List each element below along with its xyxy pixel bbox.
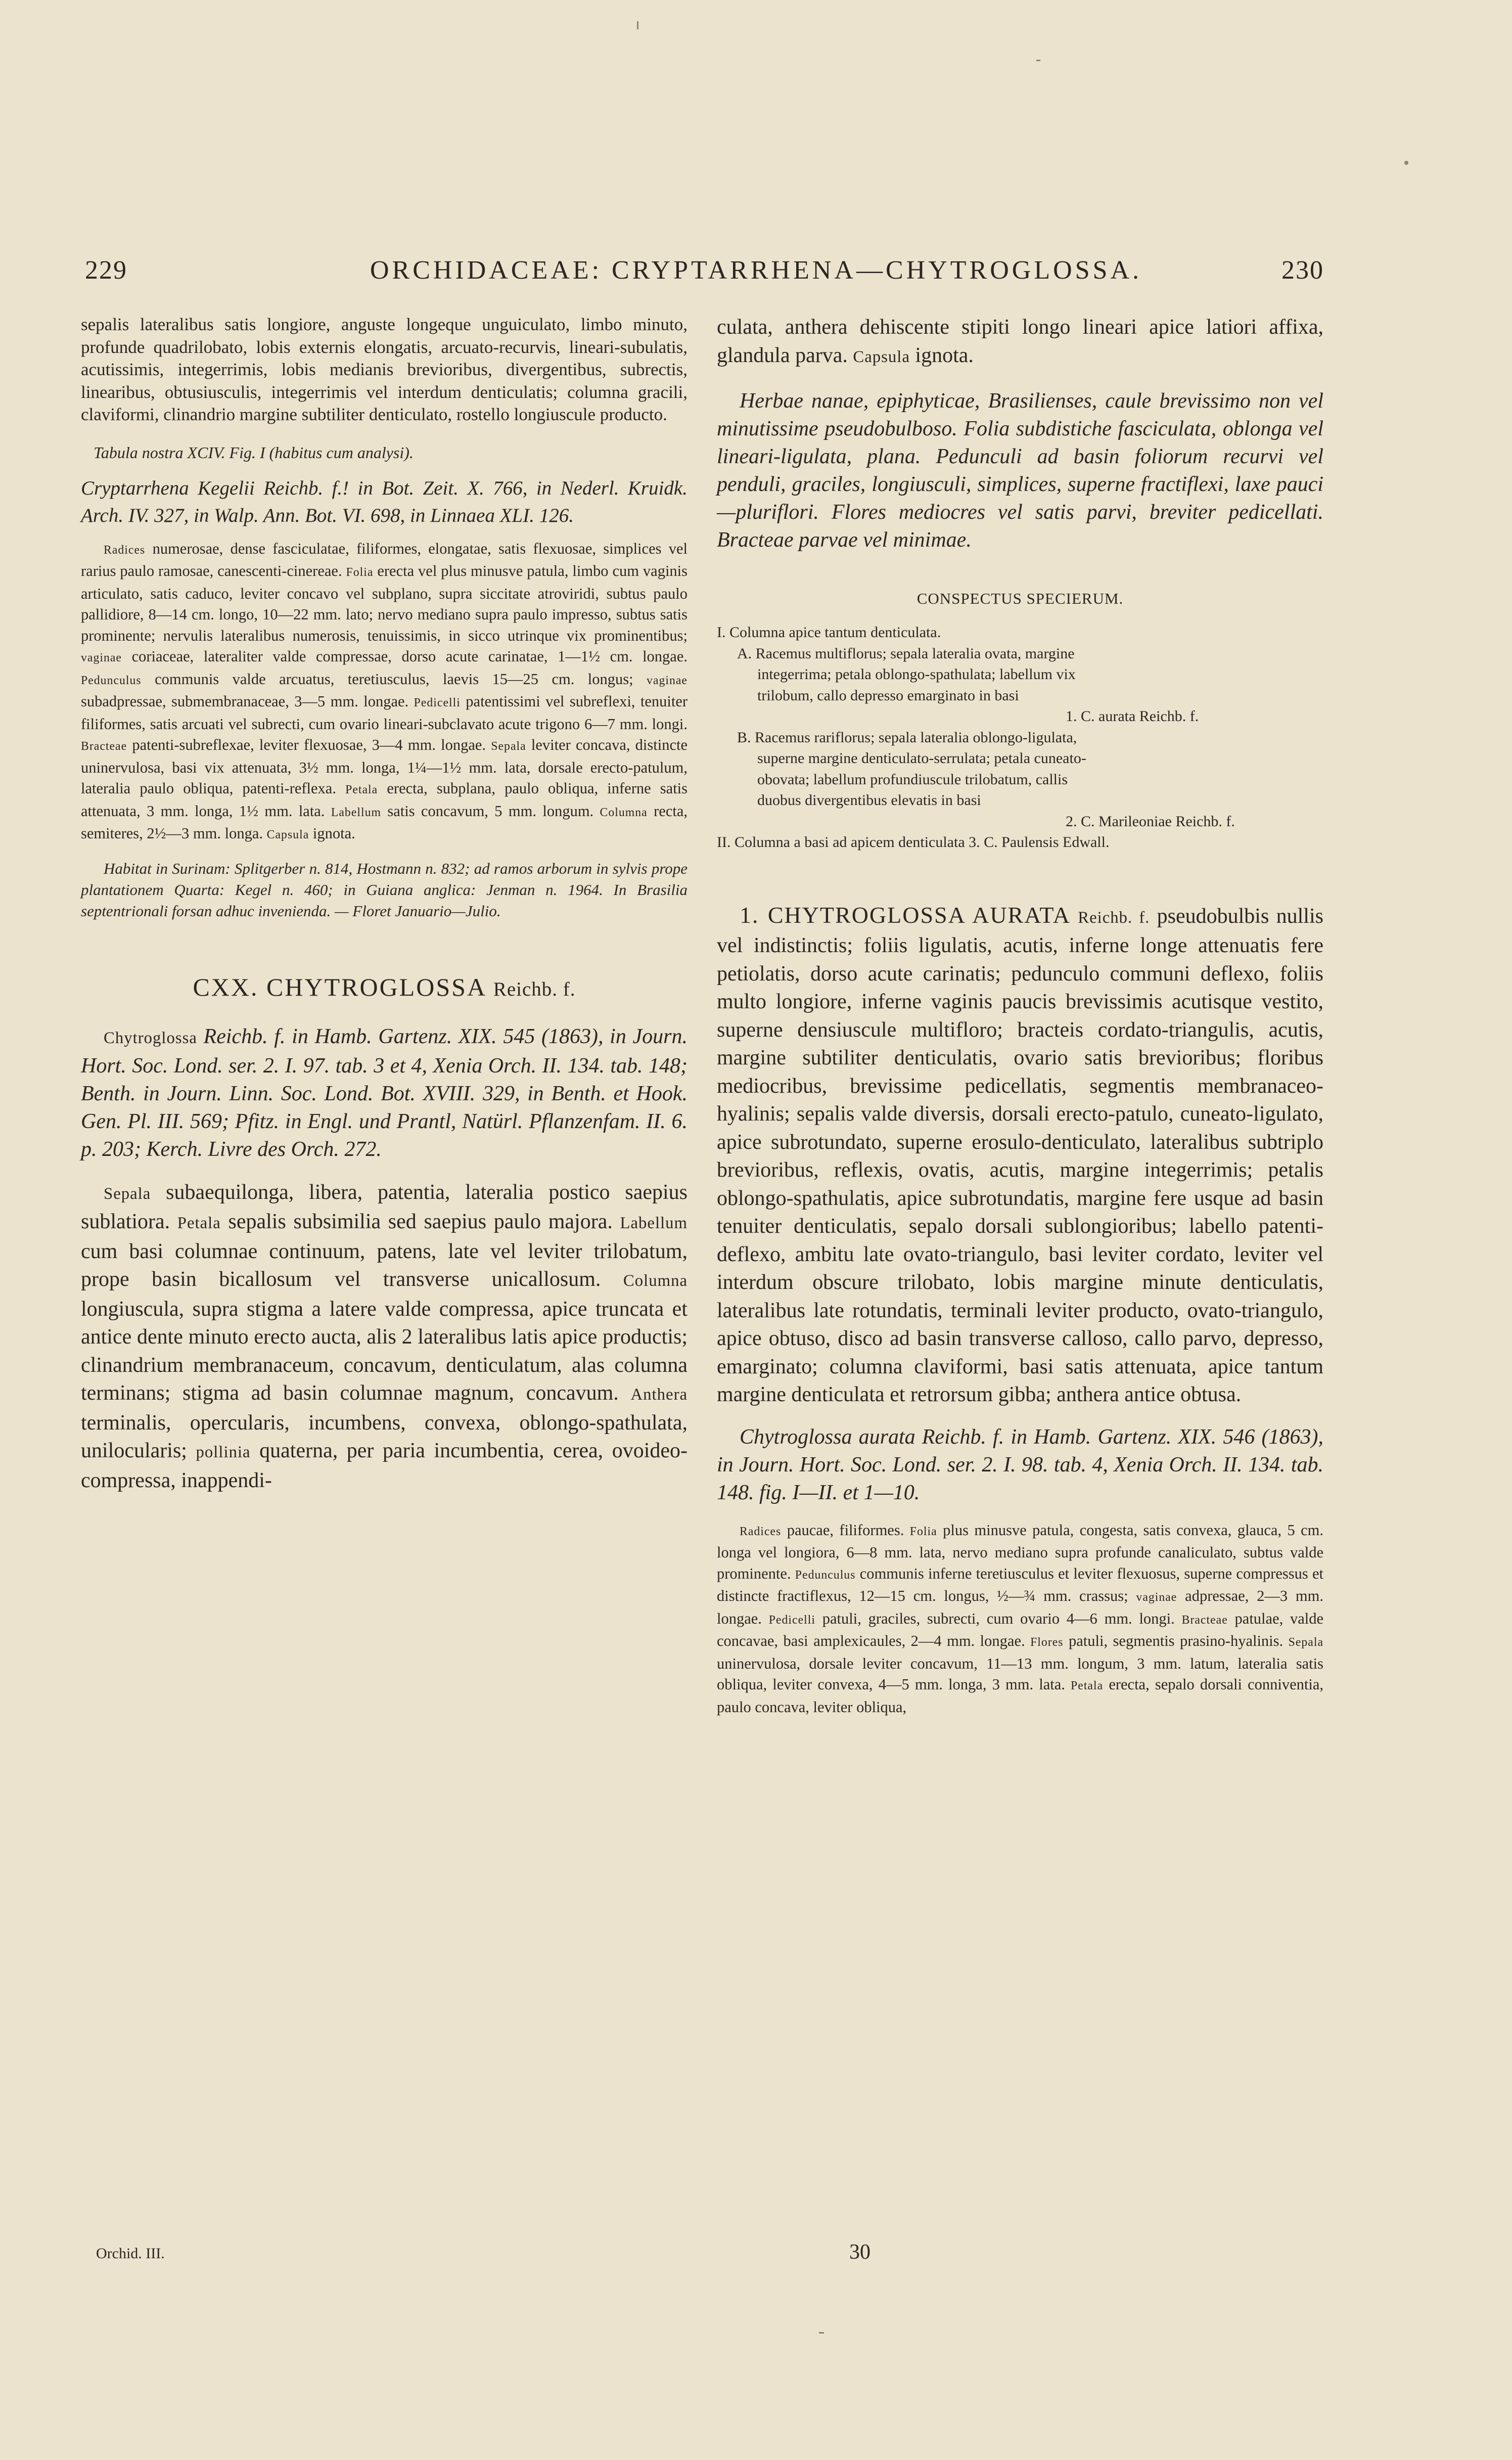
page-number-right: 230 xyxy=(1281,256,1324,285)
running-header xyxy=(0,255,1512,296)
species-details: Radices paucae, filiformes. Folia plus minusve patula, congesta, satis convexa, glauca, 5 cm. longa vel longiora, 6—8 mm. lata, nervo mediano supra profunde canaliculato, subtus valde prominente. Pedunculus communis inferne teretiusculus et leviter flexuosus, superne compressus et distincte fractiflexus, 12—15 cm. longus, ½—¾ mm. crassus; vaginae adpressae, 2—3 mm. longae. Pedicelli patuli, graciles, subrecti, cum ovario 4—6 mm. longi. Bracteae patulae, valde concavae, basi amplexicaules, 2—4 mm. longae. Flores patuli, segmentis prasino-hyalinis. Sepala uninervulosa, dorsale leviter concavum, 11—13 mm. longum, 3 mm. latum, lateralia satis obliqua, leviter convexa, 4—5 mm. longa, 3 mm. lata. Petala erecta, sepalo dorsali conniventia, paulo concava, leviter obliqua, xyxy=(717,1521,1324,1716)
genus-habit: Herbae nanae, epiphyticae, Brasilienses, caule brevissimo non vel minutissime pseudobulboso. Folia subdistiche fasciculata, oblonga vel lineari-ligulata, plana. Pedunculi ad basin foliorum recurvi vel penduli, graciles, longiusculi, simplices, superne fractiflexi, laxe pauci—pluriflori. Flores mediocres vel satis parvi, breviter pedicellati. Bracteae parvae vel minimae. xyxy=(717,389,1323,552)
margin-mark xyxy=(1036,60,1040,61)
key-species: 2. C. Marileoniae Reichb. f. xyxy=(1066,813,1235,830)
key-line: II. Columna a basi ad apicem denticulata 3. C. Paulensis Edwall. xyxy=(717,834,1110,851)
key-species: 1. C. aurata Reichb. f. xyxy=(1066,708,1199,725)
habitat-note: Habitat in Surinam: Splitgerber n. 814, Hostmann n. 832; ad ramos arborum in sylvis prope plantationem Quarta: Kegel n. 460; in Guiana anglica: Jenman n. 1964. In Brasilia septentrionali forsan adhuc invenienda. — Floret Januario—Julio. xyxy=(81,859,688,920)
right-column xyxy=(717,314,1323,1718)
page-signature: 30 xyxy=(849,2241,870,2264)
species-description: 1. CHYTROGLOSSA AURATA Reichb. f. pseudobulbis nullis vel indistinctis; foliis ligulatis, acutis, inferne longe attenuatis fere petiolatis, dorso acute carinatis; pedunculo communi deflexo, foliis multo longiore, inferne vaginis paucis brevissimis acutisque vestito, superne densiuscule multifloro; bracteis cordato-triangulis, acutis, margine subtiliter denticulatis, ovario satis brevioribus; floribus mediocribus, brevissime pedicellatis, segmentis membranaceo-hyalinis; sepalis valde diversis, dorsali erecto-patulo, cuneato-ligulato, apice subrotundato, superne erosulo-denticulato, lateralibus subtriplo brevioribus, reflexis, ovatis, acutis, margine integerrimis; petalis oblongo-spathulatis, apice subrotundatis, margine fere usque ad basin tenuiter denticulatis, sepalo dorsali sublongioribus; labello patenti-deflexo, ambitu late ovato-triangulo, basi leviter cordato, leviter vel interdum obscure trilobato, lobis margine minute denticulatis, lateralibus late rotundatis, terminali leviter producto, ovato-triangulo, apice obtuso, disco ad basin transverse calloso, callo parvo, depresso, emarginato; columna claviformi, basi satis attenuata, apice tantum margine denticulata et retrorsum gibba; anthera antice obtusa. xyxy=(717,902,1323,1406)
conspectus-title: CONSPECTUS SPECIERUM. xyxy=(917,590,1124,607)
signature-mark: Orchid. III. xyxy=(96,2245,165,2262)
key-line: A. Racemus multiflorus; sepala lateralia ovata, margine xyxy=(737,645,1075,662)
key-line: I. Columna apice tantum denticulata. xyxy=(717,624,941,641)
margin-mark xyxy=(1404,161,1408,165)
key-line: duobus divergentibus elevatis in basi xyxy=(757,792,981,809)
conspectus-key xyxy=(717,622,1323,853)
continued-description: sepalis lateralibus satis longiore, anguste longeque unguiculato, limbo minuto, profunde quadrilobato, lobis externis elongatis, arcuato-recurvis, lineari-subulatis, acutissimis, integerrimis, lobis medianis brevioribus, divergentibus, subrectis, linearibus, obtusiusculis, integerrimis vel interdum denticulatis; columna gracili, claviformi, clinandrio margine subtiliter denticulato, rostello longiuscule producto. xyxy=(81,315,688,424)
key-line: superne margine denticulato-serrulata; petala cuneato- xyxy=(757,750,1086,767)
species-synonym: Chytroglossa aurata Reichb. f. in Hamb. Gartenz. XIX. 546 (1863), in Journ. Hort. Soc. Lond. ser. 2. I. 98. tab. 4, Xenia Orch. II. 134. tab. 148. fig. I—II. et 1—10. xyxy=(717,1425,1323,1504)
key-line: obovata; labellum profundiuscule trilobatum, callis xyxy=(757,771,1068,788)
continued-genus-description: culata, anthera dehiscente stipiti longo lineari apice latiori affixa, glandula parva. Capsula ignota. xyxy=(717,316,1323,367)
left-column xyxy=(81,314,688,1495)
genus-description: Sepala subaequilonga, libera, patentia, lateralia postico saepius sublatiora. Petala sepalis subsimilia sed saepius paulo majora. Labellum cum basi columnae continuum, patens, late vel leviter trilobatum, prope basin bicallosum vel transverse unicallosum. Columna longiuscula, supra stigma a latere valde compressa, apice truncata et antice dente minuto erecto aucta, alis 2 lateralibus latis apice productis; clinandrium membranaceum, concavum, denticulatum, alas columna terminans; stigma ad basin columnae magnum, concavum. Anthera terminalis, opercularis, incumbens, convexa, oblongo-spathulata, unilocularis; pollinia quaterna, per paria incumbentia, cerea, ovoideo-compressa, inappendi- xyxy=(81,1180,688,1492)
tabula-reference: Tabula nostra XCIV. Fig. I (habitus cum analysi). xyxy=(94,443,414,462)
synonym-citation: Cryptarrhena Kegelii Reichb. f.! in Bot. Zeit. X. 766, in Nederl. Kruidk. Arch. IV. 327, in Walp. Ann. Bot. VI. 698, in Linnaea XLI. 126. xyxy=(81,477,688,526)
species-description: Radices numerosae, dense fasciculatae, filiformes, elongatae, satis flexuosae, simplices vel rarius paulo ramosae, canescenti-cinereae. Folia erecta vel plus minusve patula, limbo cum vaginis articulato, satis caduco, leviter concavo vel subplano, supra siccitate atroviridi, subtus paulo pallidiore, 8—14 cm. longo, 10—22 mm. lato; nervo mediano supra paulo impresso, subtus satis prominente; nervulis lateralibus numerosis, tenuissimis, in sicco utrinque vix prominentibus; vaginae coriaceae, lateraliter valde compressae, dorso acute carinatae, 1—1½ cm. longae. Pedunculus communis valde arcuatus, teretiusculus, laevis 15—25 cm. longus; vaginae subadpressae, submembranaceae, 3—5 mm. longae. Pedicelli patentissimi vel subreflexi, tenuiter filiformes, satis arcuati vel subrecti, cum ovario lineari-subclavato acute trigono 6—7 mm. longi. Bracteae patenti-subreflexae, leviter flexuosae, 3—4 mm. longae. Sepala leviter concava, distincte uninervulosa, basi vix attenuata, 3½ mm. longa, 1¼—1½ mm. lata, dorsale erecto-patulum, lateralia paulo obliqua, patenti-reflexa. Petala erecta, subplana, paulo obliqua, inferne satis attenuata, 3 mm. longa, 1½ mm. lata. Labellum satis concavum, 5 mm. longum. Columna recta, semiteres, 2½—3 mm. longa. Capsula ignota. xyxy=(81,540,688,842)
key-line: integerrima; petala oblongo-spathulata; labellum vix xyxy=(757,666,1076,683)
page-number-left: 229 xyxy=(85,256,127,285)
margin-mark xyxy=(637,21,638,29)
margin-mark xyxy=(819,2332,824,2334)
running-title: ORCHIDACEAE: CRYPTARRHENA—CHYTROGLOSSA. xyxy=(370,256,1142,285)
genus-reference: Chytroglossa Reichb. f. in Hamb. Gartenz. XIX. 545 (1863), in Journ. Hort. Soc. Lond. ser. 2. I. 97. tab. 3 et 4, Xenia Orch. II. 134. tab. 148; Benth. in Journ. Linn. Soc. Lond. Bot. XVIII. 329, in Benth. et Hook. Gen. Pl. III. 569; Pfitz. in Engl. und Prantl, Natürl. Pflanzenfam. II. 6. p. 203; Kerch. Livre des Orch. 272. xyxy=(81,1024,688,1161)
genus-heading: CXX. CHYTROGLOSSA Reichb. f. xyxy=(193,972,576,1001)
key-line: B. Racemus rariflorus; sepala lateralia oblongo-ligulata, xyxy=(737,729,1077,746)
key-line: trilobum, callo depresso emarginato in basi xyxy=(757,687,1019,704)
